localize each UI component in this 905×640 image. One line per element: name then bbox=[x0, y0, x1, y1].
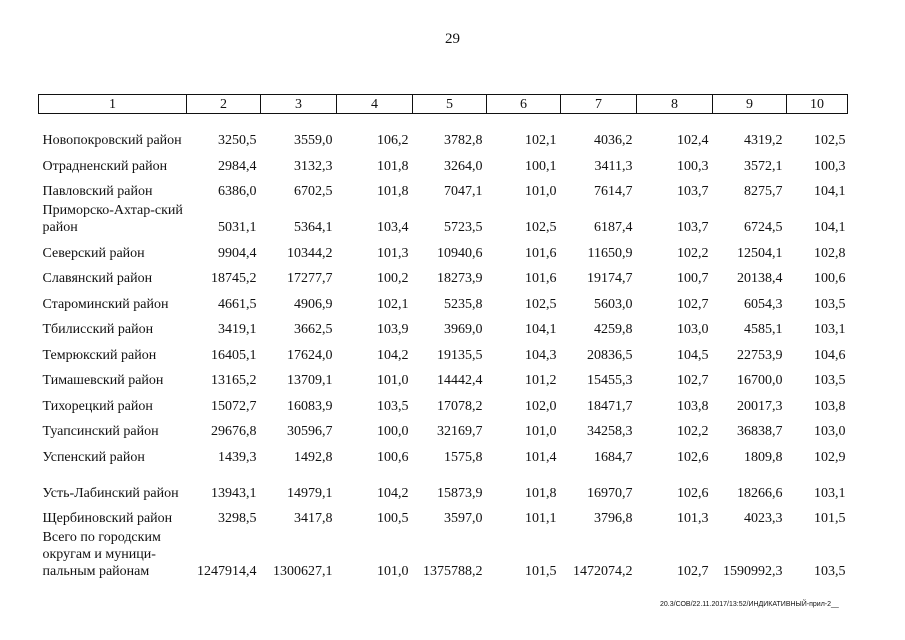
table-cell: 100,7 bbox=[677, 271, 709, 286]
table-cell: 4259,8 bbox=[594, 322, 633, 337]
table-cell: 3969,0 bbox=[444, 322, 483, 337]
table-row bbox=[39, 149, 848, 175]
table-cell: 3411,3 bbox=[594, 158, 633, 174]
table-cell: 101,6 bbox=[525, 271, 557, 286]
column-header: 7 bbox=[561, 95, 637, 114]
table-cell: 103,1 bbox=[814, 485, 846, 501]
table-row bbox=[39, 527, 848, 580]
table-cell: 36838,7 bbox=[737, 424, 783, 439]
table-cell: 3796,8 bbox=[594, 511, 633, 526]
table-cell: 3250,5 bbox=[218, 133, 257, 148]
table-cell: 4585,1 bbox=[744, 322, 783, 337]
table-cell: 104,3 bbox=[525, 347, 557, 363]
region-name: Староминский район bbox=[42, 296, 169, 312]
table-cell: 15873,9 bbox=[437, 485, 483, 501]
table-cell: 6054,3 bbox=[744, 296, 783, 312]
table-cell: 100,1 bbox=[525, 158, 557, 174]
table-cell: 3132,3 bbox=[294, 158, 333, 174]
table-cell: 15072,7 bbox=[211, 398, 257, 414]
table-cell: 103,8 bbox=[677, 398, 709, 414]
region-name: Тбилисский район bbox=[42, 322, 154, 337]
table-cell: 7047,1 bbox=[444, 184, 483, 199]
table-cell: 17078,2 bbox=[437, 398, 483, 414]
table-cell: 101,4 bbox=[525, 449, 557, 465]
table-cell: 16083,9 bbox=[287, 398, 333, 414]
table-cell: 101,8 bbox=[525, 485, 557, 501]
region-name: Всего по городским округам и муници-пальным районам bbox=[42, 530, 161, 579]
column-header: 6 bbox=[487, 95, 561, 114]
table-row bbox=[39, 440, 848, 466]
region-name: Северский район bbox=[42, 245, 145, 261]
table-cell: 3597,0 bbox=[444, 511, 483, 526]
table-cell: 29676,8 bbox=[211, 424, 257, 439]
table-cell: 20138,4 bbox=[737, 271, 783, 286]
table-cell: 17624,0 bbox=[287, 347, 333, 363]
table-cell: 102,7 bbox=[677, 373, 709, 388]
region-name: Усть-Лабинский район bbox=[42, 485, 179, 501]
table-cell: 3264,0 bbox=[444, 158, 483, 174]
table-cell: 102,8 bbox=[814, 245, 846, 261]
table-cell: 102,7 bbox=[677, 296, 709, 312]
table-row bbox=[39, 502, 848, 528]
table-cell: 18266,6 bbox=[737, 485, 783, 501]
table-cell: 103,7 bbox=[677, 220, 709, 235]
page-number: 29 bbox=[445, 31, 460, 47]
table-cell: 102,2 bbox=[677, 245, 709, 261]
column-header: 8 bbox=[637, 95, 713, 114]
table-cell: 1439,3 bbox=[218, 449, 257, 465]
table-cell: 4036,2 bbox=[594, 133, 633, 148]
table-cell: 102,5 bbox=[525, 296, 557, 312]
table-cell: 6187,4 bbox=[594, 220, 633, 235]
table-cell: 4906,9 bbox=[294, 296, 333, 312]
region-name: Славянский район bbox=[42, 271, 153, 286]
table-cell: 3559,0 bbox=[294, 133, 333, 148]
table-row bbox=[39, 236, 848, 262]
table-row bbox=[39, 287, 848, 313]
table-cell: 14442,4 bbox=[437, 373, 483, 388]
table-cell: 100,2 bbox=[377, 271, 409, 286]
table-row bbox=[39, 200, 848, 236]
table-cell: 104,2 bbox=[377, 347, 409, 363]
table-cell: 18745,2 bbox=[211, 271, 257, 286]
table-cell: 1809,8 bbox=[744, 449, 783, 465]
table-cell: 10344,2 bbox=[287, 245, 333, 261]
table-cell: 102,9 bbox=[814, 449, 846, 465]
table-cell: 101,5 bbox=[525, 564, 557, 579]
table-cell: 1300627,1 bbox=[273, 564, 333, 579]
region-name: Темрюкский район bbox=[42, 347, 157, 363]
table-cell: 101,3 bbox=[677, 511, 709, 526]
column-header: 9 bbox=[713, 95, 787, 114]
table-cell: 3782,8 bbox=[444, 133, 483, 148]
table-row bbox=[39, 338, 848, 364]
table-cell: 100,3 bbox=[677, 158, 709, 174]
table-cell: 4661,5 bbox=[218, 296, 257, 312]
table-cell: 3662,5 bbox=[294, 322, 333, 337]
table-cell: 13165,2 bbox=[211, 373, 257, 388]
table-cell: 103,5 bbox=[377, 398, 409, 414]
table-cell: 103,5 bbox=[814, 373, 846, 388]
table-cell: 100,3 bbox=[814, 158, 846, 174]
table-cell: 101,6 bbox=[525, 245, 557, 261]
table-cell: 102,7 bbox=[677, 564, 709, 579]
table-row bbox=[39, 466, 848, 502]
table-cell: 4023,3 bbox=[744, 511, 783, 526]
table-cell: 101,2 bbox=[525, 373, 557, 388]
column-header: 2 bbox=[187, 95, 261, 114]
table-cell: 12504,1 bbox=[737, 245, 783, 261]
table-cell: 4319,2 bbox=[744, 133, 783, 148]
table-cell: 104,1 bbox=[814, 184, 846, 199]
table-cell: 101,1 bbox=[525, 511, 557, 526]
table-cell: 16970,7 bbox=[587, 485, 633, 501]
table-cell: 18471,7 bbox=[587, 398, 633, 414]
table-cell: 103,1 bbox=[814, 322, 846, 337]
table-cell: 101,8 bbox=[377, 184, 409, 199]
region-name: Приморско-Ахтар-ский район bbox=[42, 203, 183, 235]
table-cell: 1684,7 bbox=[594, 449, 633, 465]
table-cell: 103,0 bbox=[814, 424, 846, 439]
table-cell: 102,5 bbox=[814, 133, 846, 148]
table-cell: 3417,8 bbox=[294, 511, 333, 526]
region-name: Павловский район bbox=[42, 184, 153, 199]
table-cell: 103,4 bbox=[377, 220, 409, 235]
column-header: 3 bbox=[261, 95, 337, 114]
table-cell: 5603,0 bbox=[594, 296, 633, 312]
table-row bbox=[39, 364, 848, 390]
table-cell: 1375788,2 bbox=[423, 564, 483, 579]
table-cell: 34258,3 bbox=[587, 424, 633, 439]
table-cell: 3419,1 bbox=[218, 322, 257, 337]
table-cell: 103,5 bbox=[814, 296, 846, 312]
table-cell: 18273,9 bbox=[437, 271, 483, 286]
table-cell: 5723,5 bbox=[444, 220, 483, 235]
table-cell: 1492,8 bbox=[294, 449, 333, 465]
table-cell: 1575,8 bbox=[444, 449, 483, 465]
table-cell: 100,6 bbox=[377, 449, 409, 465]
table-cell: 9904,4 bbox=[218, 245, 257, 261]
table-cell: 100,6 bbox=[814, 271, 846, 286]
table-cell: 101,3 bbox=[377, 245, 409, 261]
table-row bbox=[39, 175, 848, 201]
table-cell: 103,5 bbox=[814, 564, 846, 579]
region-name: Новопокровский район bbox=[42, 133, 182, 148]
table-cell: 11650,9 bbox=[587, 245, 633, 261]
table-cell: 103,0 bbox=[677, 322, 709, 337]
table-row bbox=[39, 389, 848, 415]
column-header: 1 bbox=[39, 95, 187, 114]
table-cell: 104,6 bbox=[814, 347, 846, 363]
table-cell: 102,5 bbox=[525, 220, 557, 235]
table-cell: 1590992,3 bbox=[723, 564, 783, 579]
region-name: Туапсинский район bbox=[42, 424, 159, 439]
table-cell: 20017,3 bbox=[737, 398, 783, 414]
column-header: 10 bbox=[787, 95, 848, 114]
table-cell: 104,5 bbox=[677, 347, 709, 363]
table-cell: 5031,1 bbox=[218, 220, 257, 235]
table-cell: 30596,7 bbox=[287, 424, 333, 439]
table-cell: 2984,4 bbox=[218, 158, 257, 174]
table-cell: 6702,5 bbox=[294, 184, 333, 199]
table-cell: 101,0 bbox=[525, 424, 557, 439]
table-cell: 17277,7 bbox=[287, 271, 333, 286]
column-header: 4 bbox=[337, 95, 413, 114]
table-cell: 6724,5 bbox=[744, 220, 783, 235]
table-cell: 100,5 bbox=[377, 511, 409, 526]
table-cell: 15455,3 bbox=[587, 373, 633, 388]
table-cell: 20836,5 bbox=[587, 347, 633, 363]
table-cell: 102,0 bbox=[525, 398, 557, 414]
table-row bbox=[39, 415, 848, 441]
table-cell: 32169,7 bbox=[437, 424, 483, 439]
table-cell: 16405,1 bbox=[211, 347, 257, 363]
region-name: Щербиновский район bbox=[42, 511, 173, 526]
indicator-table bbox=[38, 94, 848, 580]
header-row bbox=[39, 95, 848, 114]
column-header: 5 bbox=[413, 95, 487, 114]
table-cell: 104,1 bbox=[814, 220, 846, 235]
table-cell: 14979,1 bbox=[287, 485, 333, 501]
table-cell: 19174,7 bbox=[587, 271, 633, 286]
region-name: Тихорецкий район bbox=[42, 398, 153, 414]
table-cell: 13943,1 bbox=[211, 485, 257, 501]
table-cell: 102,6 bbox=[677, 485, 709, 501]
table-cell: 7614,7 bbox=[594, 184, 633, 199]
table-row bbox=[39, 114, 848, 150]
table-cell: 16700,0 bbox=[737, 373, 783, 388]
table-cell: 6386,0 bbox=[218, 184, 257, 199]
region-name: Отрадненский район bbox=[42, 158, 168, 174]
table-cell: 102,1 bbox=[525, 133, 557, 148]
table-cell: 19135,5 bbox=[437, 347, 483, 363]
table-cell: 104,1 bbox=[525, 322, 557, 337]
region-name: Тимашевский район bbox=[42, 373, 164, 388]
document-code: 20.3/СОВ/22.11.2017/13:52/ИНДИКАТИВНЫЙ-прил-2__ bbox=[660, 601, 839, 608]
table-cell: 100,0 bbox=[377, 424, 409, 439]
table-cell: 101,0 bbox=[525, 184, 557, 199]
table-cell: 103,7 bbox=[677, 184, 709, 199]
table-cell: 104,2 bbox=[377, 485, 409, 501]
table-cell: 5364,1 bbox=[294, 220, 333, 235]
table-cell: 102,1 bbox=[377, 296, 409, 312]
table-cell: 102,2 bbox=[677, 424, 709, 439]
table-cell: 10940,6 bbox=[437, 245, 483, 261]
table-cell: 5235,8 bbox=[444, 296, 483, 312]
table-cell: 3298,5 bbox=[218, 511, 257, 526]
table-cell: 106,2 bbox=[377, 133, 409, 148]
table-row bbox=[39, 262, 848, 288]
table-row bbox=[39, 313, 848, 339]
table-cell: 102,4 bbox=[677, 133, 709, 148]
table-cell: 22753,9 bbox=[737, 347, 783, 363]
table-cell: 1247914,4 bbox=[197, 564, 257, 579]
table-cell: 8275,7 bbox=[744, 184, 783, 199]
table-cell: 103,8 bbox=[814, 398, 846, 414]
table-cell: 3572,1 bbox=[744, 158, 783, 174]
table-cell: 101,0 bbox=[377, 564, 409, 579]
table-cell: 102,6 bbox=[677, 449, 709, 465]
table-cell: 13709,1 bbox=[287, 373, 333, 388]
table-cell: 101,0 bbox=[377, 373, 409, 388]
region-name: Успенский район bbox=[42, 449, 145, 465]
table-cell: 101,5 bbox=[814, 511, 846, 526]
table-cell: 103,9 bbox=[377, 322, 409, 337]
table-cell: 101,8 bbox=[377, 158, 409, 174]
table-cell: 1472074,2 bbox=[573, 564, 633, 579]
